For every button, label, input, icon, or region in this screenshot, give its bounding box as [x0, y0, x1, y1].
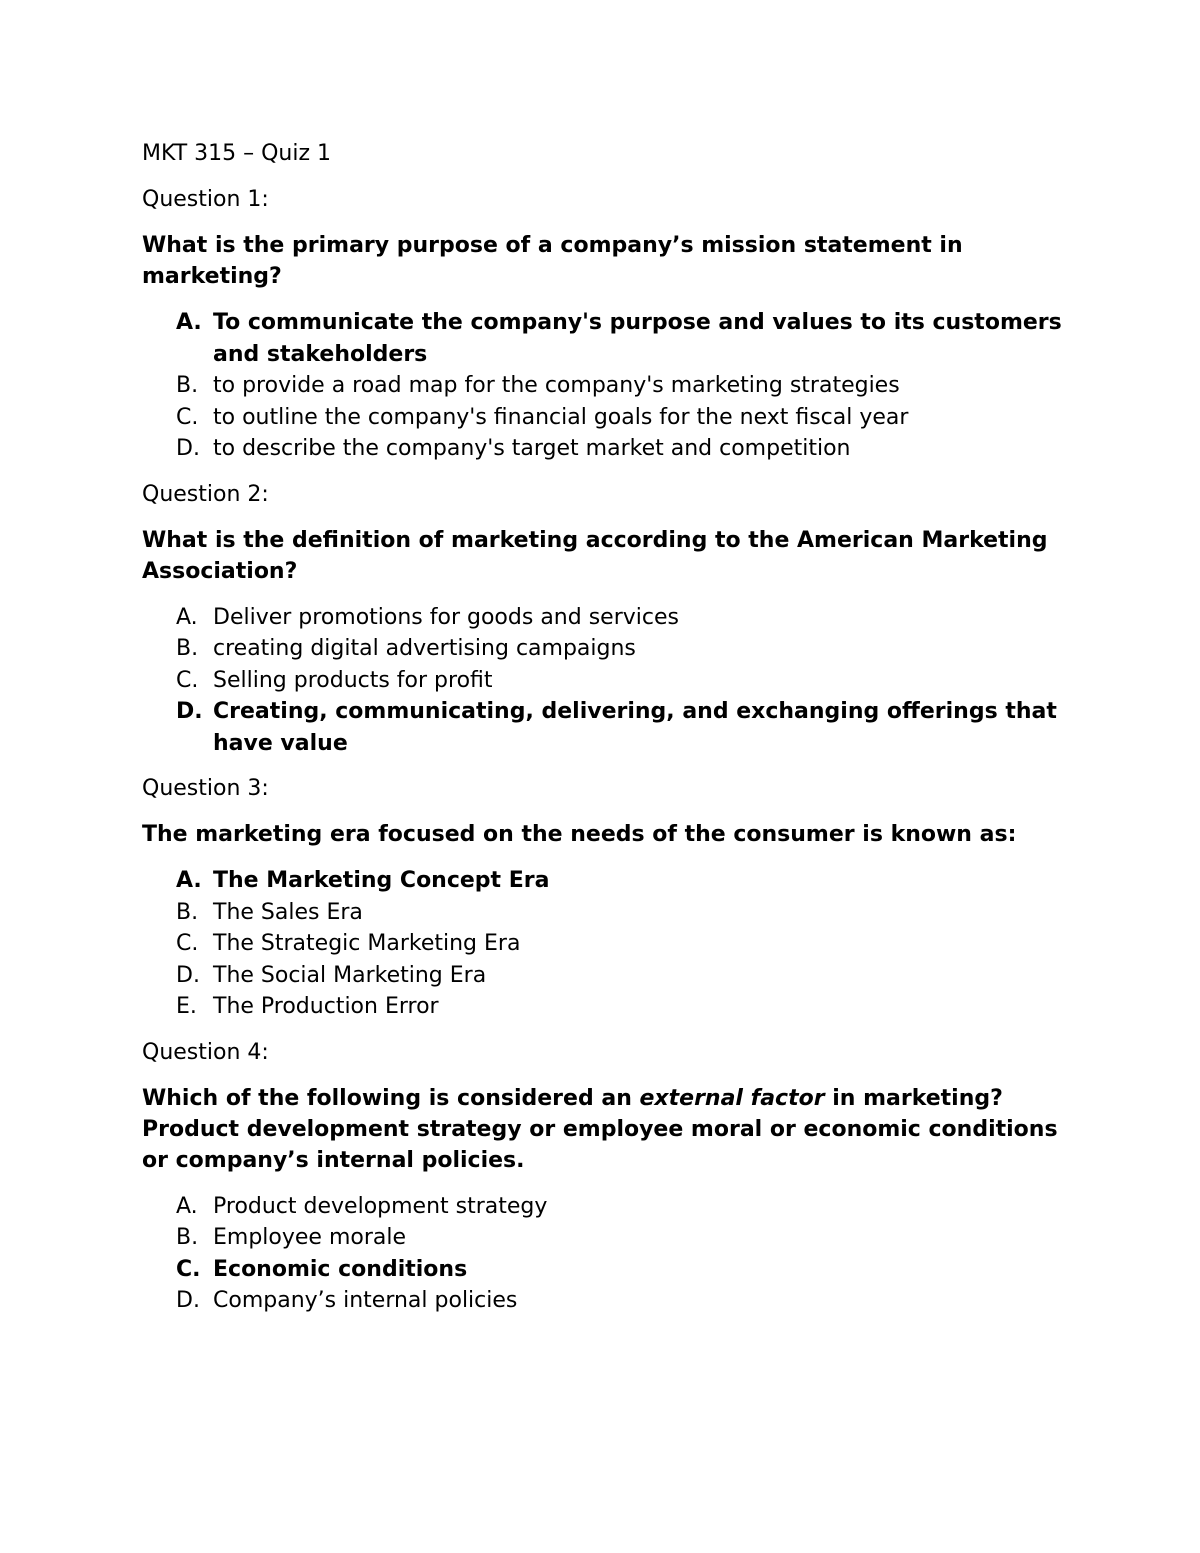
answer-option [142, 633, 1062, 665]
quiz-document [142, 138, 1062, 1331]
question-text-emphasis: external factor [639, 1085, 825, 1111]
option-letter: C. [176, 1256, 201, 1282]
option-letter: A. [176, 310, 202, 335]
option-text: The Sales Era [213, 899, 363, 925]
question-heading: Question 1: [142, 187, 269, 212]
question-text-start: Which of the following is considered an [142, 1085, 640, 1111]
question-1 [142, 184, 1062, 465]
option-letter: C. [176, 667, 199, 693]
option-letter: B. [176, 899, 199, 925]
question-text-end: in marketing? Product development strategy or employee moral or economic conditions or company’s internal policies. [142, 1085, 1058, 1173]
option-text: Deliver promotions for goods and services [213, 604, 679, 630]
answer-option-correct [142, 696, 1062, 759]
question-heading: Question 2: [142, 481, 269, 507]
option-text: Selling products for profit [213, 667, 493, 693]
answer-option-correct [142, 865, 1062, 897]
answer-options [142, 865, 1062, 1023]
option-text: The Marketing Concept Era [213, 868, 550, 893]
option-letter: B. [176, 636, 199, 661]
option-letter: B. [176, 373, 199, 398]
option-letter: A. [176, 1193, 198, 1219]
answer-option [142, 602, 1062, 634]
option-text: The Strategic Marketing Era [213, 931, 521, 956]
answer-option-correct [142, 1254, 1062, 1286]
option-letter: C. [176, 931, 199, 956]
answer-option [142, 1222, 1062, 1254]
answer-option [142, 1191, 1062, 1223]
answer-option [142, 960, 1062, 992]
document-title: MKT 315 – Quiz 1 [142, 141, 332, 166]
option-letter: A. [176, 868, 202, 893]
option-letter: D. [176, 699, 203, 724]
option-letter: D. [176, 1288, 200, 1313]
answer-option [142, 665, 1062, 697]
option-text: to provide a road map for the company's marketing strategies [213, 373, 900, 398]
answer-options [142, 1191, 1062, 1317]
answer-option [142, 991, 1062, 1023]
question-2 [142, 479, 1062, 760]
question-4 [142, 1037, 1062, 1317]
option-text: creating digital advertising campaigns [213, 636, 636, 661]
option-text: to describe the company's target market and competition [213, 436, 851, 461]
question-3 [142, 773, 1062, 1023]
option-letter: C. [176, 404, 199, 430]
question-text: What is the definition of marketing according to the American Marketing Association? [142, 527, 1048, 584]
option-text: Product development strategy [213, 1193, 548, 1219]
option-letter: D. [176, 436, 200, 461]
question-heading: Question 4: [142, 1039, 269, 1065]
option-text: to outline the company's financial goals for the next fiscal year [213, 404, 909, 430]
question-text: The marketing era focused on the needs of the consumer is known as: [142, 822, 1017, 847]
answer-options [142, 602, 1062, 760]
question-heading: Question 3: [142, 776, 269, 801]
answer-option [142, 928, 1062, 960]
option-text: Employee morale [213, 1225, 407, 1250]
option-letter: E. [176, 994, 197, 1019]
option-text: Economic conditions [213, 1256, 468, 1282]
answer-option-correct [142, 307, 1062, 370]
answer-option [142, 402, 1062, 434]
answer-option [142, 433, 1062, 465]
option-text: Creating, communicating, delivering, and exchanging offerings that have value [213, 699, 1057, 756]
option-letter: D. [176, 962, 200, 988]
question-text: What is the primary purpose of a company’s mission statement in marketing? [142, 233, 963, 289]
answer-option [142, 897, 1062, 929]
answer-options [142, 307, 1062, 465]
option-letter: B. [176, 1225, 199, 1250]
question-text [142, 1083, 1062, 1176]
answer-option [142, 1285, 1062, 1317]
answer-option [142, 370, 1062, 402]
option-text: The Production Error [213, 994, 439, 1019]
option-letter: A. [176, 604, 198, 630]
option-text: The Social Marketing Era [213, 962, 487, 988]
option-text: Company’s internal policies [213, 1288, 518, 1313]
option-text: To communicate the company's purpose and values to its customers and stakeholders [213, 310, 1062, 367]
